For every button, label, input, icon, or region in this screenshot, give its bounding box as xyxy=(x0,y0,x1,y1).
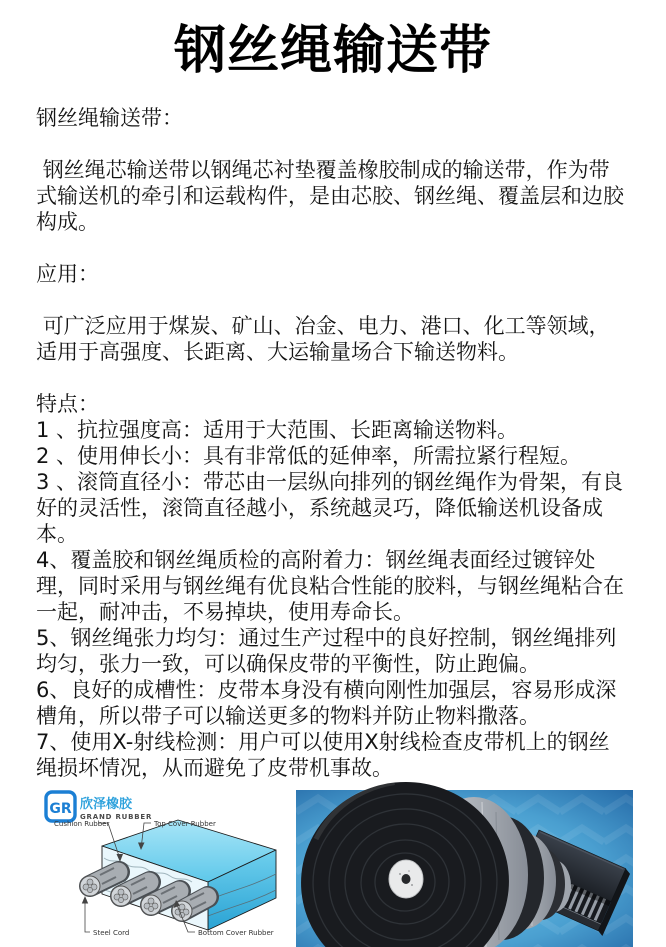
feature-item: 5、钢丝绳张力均匀：通过生产过程中的良好控制，钢丝绳排列均匀，张力一致，可以确保皮带的平衡性，防止跑偏。 xyxy=(36,626,617,676)
feature-item: 6、良好的成槽性：皮带本身没有横向刚性加强层，容易形成深槽角，所以带子可以输送更多的物料并防止物料撒落。 xyxy=(36,678,617,728)
feature-item: 2 、使用伸长小：具有非常低的延伸率，所需拉紧行程短。 xyxy=(36,444,582,468)
feature-item: 7、使用X-射线检测：用户可以使用X射线检查皮带机上的钢丝绳损坏情况，从而避免了皮带机事故。 xyxy=(36,730,610,780)
intro-heading: 钢丝绳输送带： xyxy=(36,106,183,130)
label-cushion-rubber: Cushion Rubber xyxy=(54,820,110,828)
company-name-en: GRAND RUBBER xyxy=(80,813,153,821)
feature-item: 3 、滚筒直径小：带芯由一层纵向排列的钢丝绳作为骨架，有良好的灵活性，滚筒直径越小，系统越灵巧，降低输送机设备成本。 xyxy=(36,470,624,546)
intro-paragraph: 钢丝绳芯输送带以钢绳芯衬垫覆盖橡胶制成的输送带，作为带式输送机的牵引和运载构件，是由芯胶、钢丝绳、覆盖层和边胶构成。 xyxy=(36,158,624,234)
roll-hub xyxy=(389,860,423,898)
company-logo xyxy=(46,792,152,821)
application-paragraph: 可广泛应用于煤炭、矿山、冶金、电力、港口、化工等领域，适用于高强度、长距离、大运输量场合下输送物料。 xyxy=(36,314,610,364)
article-body xyxy=(36,105,630,781)
feature-item: 4、覆盖胶和钢丝绳质检的高附着力：钢丝绳表面经过镀锌处理，同时采用与钢丝绳有优良粘合性能的胶料，与钢丝绳粘合在一起，耐冲击，不易掉块，使用寿命长。 xyxy=(36,548,624,624)
label-steel-cord: Steel Cord xyxy=(93,929,130,937)
company-name-cn: 欣泽橡胶 xyxy=(80,797,133,812)
label-top-cover-rubber: Top Cover Rubber xyxy=(154,820,216,828)
logo-gr-icon: GR xyxy=(49,801,72,817)
figures-row xyxy=(38,790,666,947)
label-bottom-cover-rubber: Bottom Cover Rubber xyxy=(198,929,274,937)
product-photo xyxy=(296,790,633,947)
feature-item: 1 、抗拉强度高：适用于大范围、长距离输送物料。 xyxy=(36,418,519,442)
application-heading: 应用： xyxy=(36,262,99,286)
page-title: 钢丝绳输送带 xyxy=(173,21,492,81)
features-heading: 特点： xyxy=(36,392,99,416)
belt-structure-diagram xyxy=(38,790,296,947)
